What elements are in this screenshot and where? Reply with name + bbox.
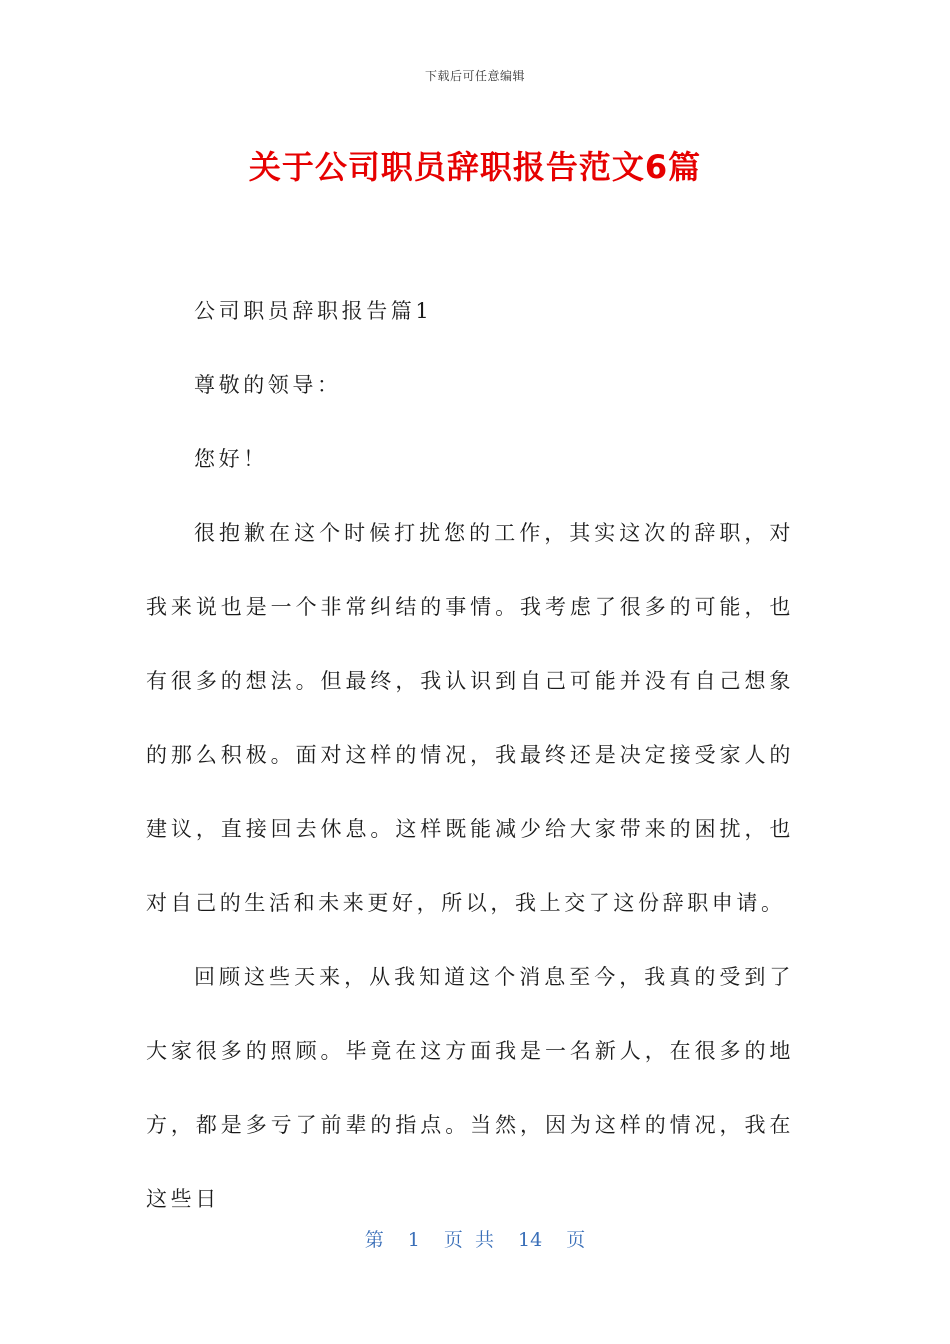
body-paragraph: 很抱歉在这个时候打扰您的工作，其实这次的辞职，对我来说也是一个非常纠结的事情。我考虑了很多的可能，也有很多的想法。但最终，我认识到自己可能并没有自己想象的那么积极。面对这样的情况，我最终还是决定接受家人的建议，直接回去休息。这样既能减少给大家带来的困扰，也对自己的生活和未来更好，所以，我上交了这份辞职申请。 [146,521,794,915]
section-heading: 公司职员辞职报告篇1 [194,299,433,323]
footer-middle: 页 共 [443,1229,494,1251]
footer-suffix: 页 [566,1229,586,1251]
footer-total-pages: 14 [518,1229,543,1251]
footer-prefix: 第 [364,1229,384,1251]
document-body [146,274,794,1236]
page-number-footer [0,1225,950,1252]
header-note: 下载后可任意编辑 [424,69,525,83]
document-title: 关于公司职员辞职报告范文6篇 [248,148,702,186]
body-paragraph: 回顾这些天来，从我知道这个消息至今，我真的受到了大家很多的照顾。毕竟在这方面我是一名新人，在很多的地方，都是多亏了前辈的指点。当然，因为这样的情况，我在这些日 [146,965,794,1211]
salutation: 尊敬的领导： [194,373,342,397]
footer-current-page: 1 [407,1229,420,1251]
greeting: 您好！ [194,447,268,471]
